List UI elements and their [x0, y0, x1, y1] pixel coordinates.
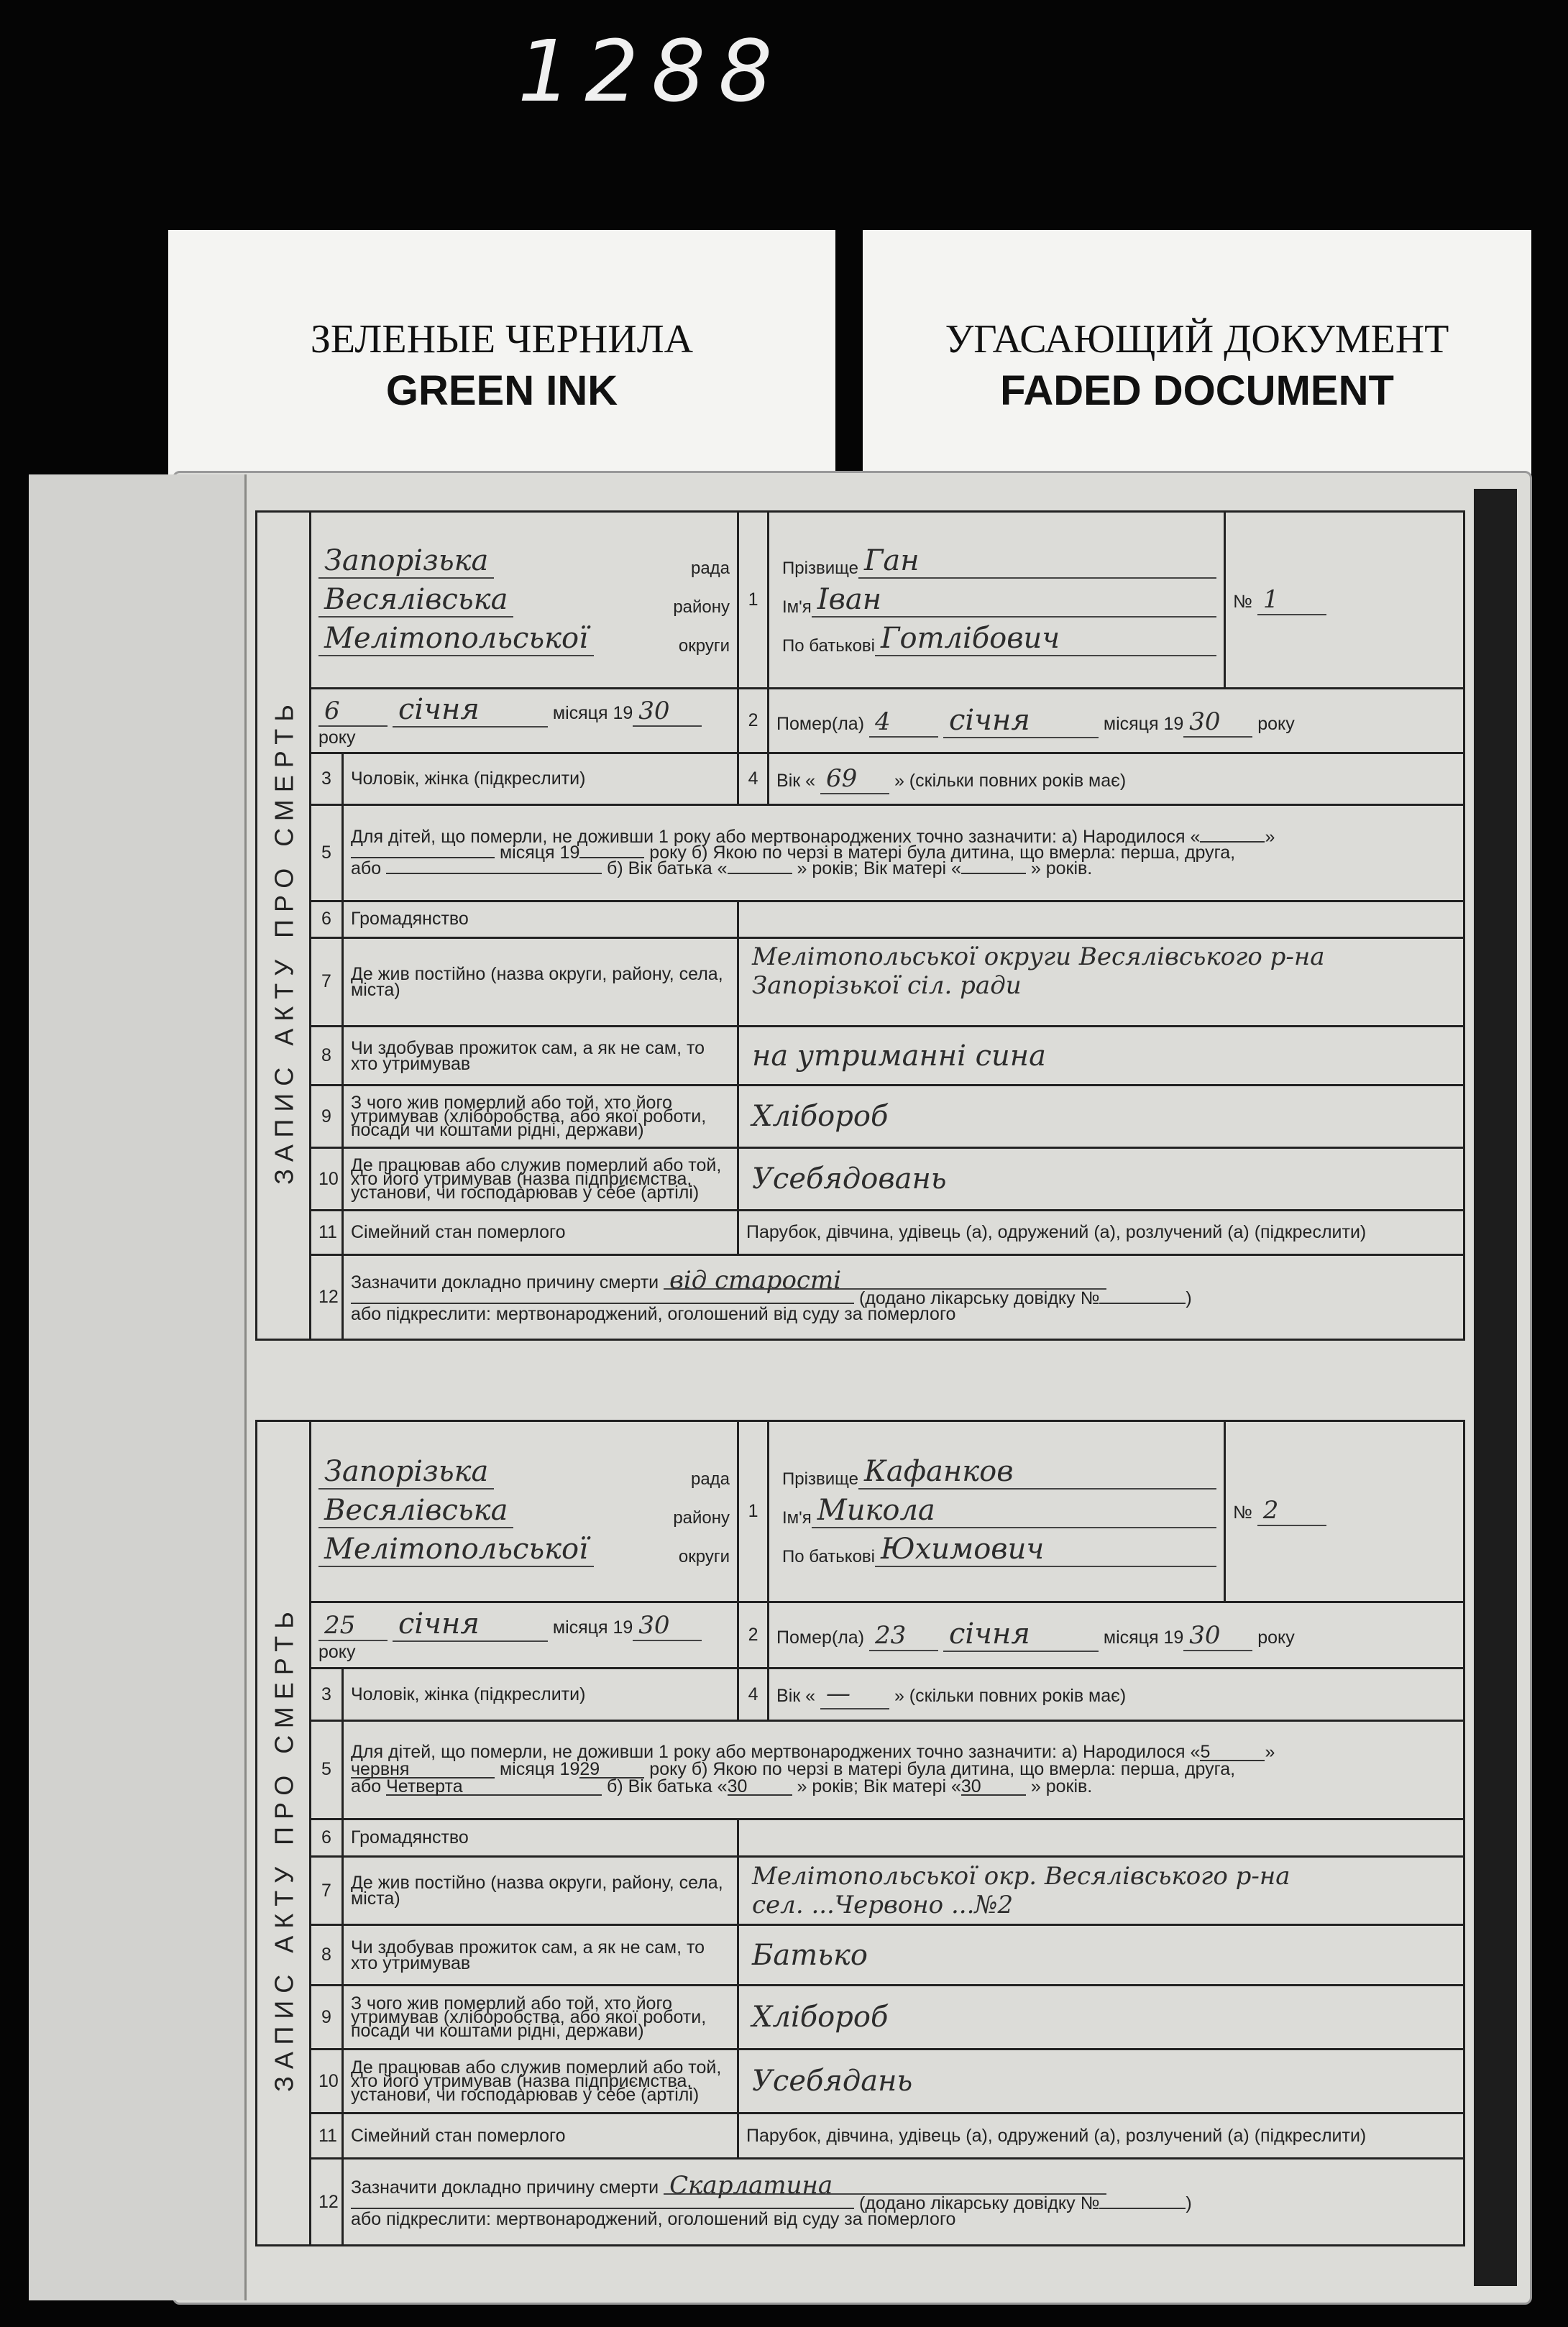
row-number: 12	[311, 1254, 343, 1339]
row-number: 7	[311, 1856, 343, 1924]
children-text: місяця 19	[499, 843, 580, 863]
first-name-label: Ім'я	[782, 1508, 812, 1528]
record-title: ЗАПИС АКТУ ПРО СМЕРТЬ	[269, 1605, 299, 2092]
workplace-value: Усебядовань	[752, 1162, 947, 1196]
mother-age: 30	[961, 1778, 1026, 1796]
rada-label: рада	[690, 1469, 730, 1490]
rayon-label: району	[673, 597, 730, 617]
record-form	[309, 1420, 1465, 2246]
record-form	[309, 510, 1465, 1341]
record-sidebar	[255, 510, 309, 1341]
children-text: або	[351, 1776, 382, 1796]
row-number: 4	[738, 753, 769, 805]
rada-value: Запорізька	[318, 1455, 494, 1490]
reg-day: 25	[318, 1611, 388, 1641]
children-text: » років.	[1030, 858, 1093, 879]
okruha-value: Мелітопольської	[318, 1533, 594, 1567]
first-name-value: Іван	[812, 583, 1216, 618]
occupation-value: Хлібороб	[752, 2001, 889, 2034]
first-name-value: Микола	[812, 1494, 1216, 1528]
citizenship-value	[738, 1819, 1464, 1856]
number-label: №	[1233, 591, 1252, 612]
certificate-label: (додано лікарську довідку №	[858, 2193, 1100, 2213]
children-text: або	[351, 858, 382, 879]
green-ink-label	[168, 230, 835, 474]
mother-age	[961, 873, 1026, 874]
cause-value: Скарлатина	[664, 2177, 1106, 2195]
death-date-cell	[769, 689, 1464, 753]
marital-options: Парубок, дівчина, удівець (а), одружений (а), розлучений (а) (підкреслити)	[738, 1211, 1464, 1255]
workplace-cell	[738, 1148, 1464, 1211]
workplace-cell	[738, 2050, 1464, 2113]
record-title: ЗАПИС АКТУ ПРО СМЕРТЬ	[269, 697, 299, 1185]
children-text: б) Вік батька «	[607, 1776, 728, 1796]
child-born: 5	[1200, 1744, 1265, 1761]
surname-value: Ган	[858, 544, 1216, 579]
record-number-cell	[1225, 512, 1464, 689]
surname-label: Прізвище	[782, 1469, 858, 1490]
okruha-value: Мелітопольської	[318, 622, 594, 656]
month-label: місяця 19	[552, 1617, 633, 1638]
father-age	[728, 873, 792, 874]
children-text: б) Вік батька «	[607, 858, 728, 879]
support-cell	[738, 1026, 1464, 1085]
child-order: Четверта	[386, 1778, 602, 1796]
row-number: 1	[738, 512, 769, 689]
death-record-1	[255, 510, 1463, 1341]
reg-day: 6	[318, 697, 388, 727]
surname-label: Прізвище	[782, 558, 858, 578]
children-cell: Для дітей, що померли, не доживши 1 року або мертвонароджених точно зазначити: а) Народилося « » місяця 19 року б) Якою по черзі в матері була дитина, що вмерла: перша, друга, або б) Вік батька « » років; Вік матері « » років.	[343, 805, 1464, 901]
faded-document-label	[863, 230, 1531, 474]
marital-label: Сімейний стан померлого	[343, 2113, 738, 2159]
row-number: 10	[311, 2050, 343, 2113]
row-number: 3	[311, 753, 343, 805]
patronymic-label: По батькові	[782, 1547, 875, 1567]
cause-label: Зазначити докладно причину смерти	[351, 2177, 659, 2198]
reg-month: січня	[393, 693, 548, 728]
okruha-label: округи	[678, 635, 730, 656]
child-year: 29	[579, 1761, 644, 1778]
children-cell: Для дітей, що померли, не доживши 1 року або мертвонароджених точно зазначити: а) Народилося «5 » червня місяця 1929 року б) Якою по черзі в матері була дитина, що вмерла: перша, друга, або Четверта б) Вік батька «30 » років; Вік матері «30 » років.	[343, 1721, 1464, 1819]
row-number: 4	[738, 1668, 769, 1720]
cause-value: від старості	[664, 1272, 1106, 1290]
children-text: » років; Вік матері «	[797, 1776, 961, 1796]
marital-label: Сімейний стан померлого	[343, 1211, 738, 1255]
row-number: 1	[738, 1421, 769, 1602]
residence-label: Де жив постійно (назва округи, району, села, міста)	[343, 1856, 738, 1924]
surname-value: Кафанков	[858, 1455, 1216, 1490]
record-number-value: 1	[1257, 585, 1326, 615]
row-number: 11	[311, 1211, 343, 1255]
support-label: Чи здобував прожиток сам, а як не сам, то хто утримував	[343, 1925, 738, 1986]
residence-value: Мелітопольської округи Весялівського р-на Запорізької сіл. ради	[752, 942, 1325, 1001]
marital-options: Парубок, дівчина, удівець (а), одружений (а), розлучений (а) (підкреслити)	[738, 2113, 1464, 2159]
age-label: Вік «	[776, 770, 816, 791]
record-number-cell	[1225, 1421, 1464, 1602]
frame-number: 1288	[518, 22, 786, 121]
age-label: Вік «	[776, 1686, 816, 1707]
father-age: 30	[728, 1778, 792, 1796]
row-number: 9	[311, 1086, 343, 1148]
record-sidebar	[255, 1420, 309, 2246]
sex-cell: Чоловік, жінка (підкреслити)	[343, 753, 738, 805]
residence-cell	[738, 1856, 1464, 1924]
sex-cell: Чоловік, жінка (підкреслити)	[343, 1668, 738, 1720]
occupation-value: Хлібороб	[752, 1100, 889, 1134]
children-text: Для дітей, що померли, не доживши 1 року або мертвонароджених точно зазначити: а) Народилося «	[351, 827, 1201, 848]
age-cell	[769, 1668, 1464, 1720]
rada-label: рада	[690, 558, 730, 578]
support-value: Батько	[752, 1938, 868, 1972]
children-text: » років; Вік матері «	[797, 858, 961, 879]
reg-year: 30	[633, 697, 702, 727]
first-name-label: Ім'я	[782, 597, 812, 617]
reg-year: 30	[633, 1611, 702, 1641]
okruha-label: округи	[678, 1547, 730, 1567]
month-label: місяця 19	[552, 703, 633, 724]
residence-label: Де жив постійно (назва округи, району, села, міста)	[343, 937, 738, 1026]
children-text: » років.	[1030, 1776, 1093, 1796]
death-label: Помер(ла)	[776, 1628, 865, 1648]
death-label: Помер(ла)	[776, 713, 865, 734]
patronymic-value: Готлібович	[875, 622, 1216, 656]
children-text: року б) Якою по черзі в матері була дитина, що вмерла: перша, друга,	[649, 843, 1236, 863]
month-label: місяця 19	[1103, 1628, 1184, 1648]
age-value: —	[820, 1679, 889, 1709]
support-label: Чи здобував прожиток сам, а як не сам, то хто утримував	[343, 1026, 738, 1085]
child-month: червня	[351, 1761, 495, 1778]
residence-value: Мелітопольської окр. Весялівського р-на	[752, 1862, 1290, 1891]
age-value: 69	[820, 764, 889, 794]
citizenship-label: Громадянство	[343, 901, 738, 937]
support-cell	[738, 1925, 1464, 1986]
label-en: GREEN INK	[385, 367, 618, 414]
citizenship-label: Громадянство	[343, 1819, 738, 1856]
death-month: січня	[943, 704, 1099, 738]
rayon-label: району	[673, 1508, 730, 1528]
age-suffix: » (скільки повних років має)	[894, 1686, 1127, 1707]
label-ru: ЗЕЛЕНЫЕ ЧЕРНИЛА	[310, 317, 694, 362]
row-number: 8	[311, 1026, 343, 1085]
residence-cell	[738, 937, 1464, 1026]
cause-label: Зазначити докладно причину смерти	[351, 1272, 659, 1293]
rayon-value: Весялівська	[318, 583, 513, 618]
rada-value: Запорізька	[318, 544, 494, 579]
patronymic-label: По батькові	[782, 635, 875, 656]
label-ru: УГАСАЮЩИЙ ДОКУМЕНТ	[945, 317, 1449, 362]
certificate-label: (додано лікарську довідку №	[858, 1288, 1100, 1308]
row-number: 5	[311, 1721, 343, 1819]
row-number: 9	[311, 1986, 343, 2050]
row-number: 3	[311, 1668, 343, 1720]
row-number: 5	[311, 805, 343, 901]
workplace-value: Усебядань	[752, 2065, 913, 2098]
registration-date-cell	[311, 1602, 738, 1668]
registration-date-cell	[311, 689, 738, 753]
rayon-value: Весялівська	[318, 1494, 513, 1528]
record-number-value: 2	[1257, 1496, 1326, 1526]
support-value: на утриманні сина	[752, 1039, 1046, 1073]
occupation-cell	[738, 1986, 1464, 2050]
row-number: 8	[311, 1925, 343, 1986]
name-cell	[769, 1421, 1225, 1602]
death-date-cell	[769, 1602, 1464, 1668]
row-number: 2	[738, 1602, 769, 1668]
age-suffix: » (скільки повних років має)	[894, 770, 1127, 791]
registration-office-cell	[311, 1421, 738, 1602]
children-text: року б) Якою по черзі в матері була дитина, що вмерла: перша, друга,	[649, 1758, 1236, 1779]
occupation-cell	[738, 1086, 1464, 1148]
page-edge	[1474, 489, 1517, 2286]
year-label: року	[1257, 1628, 1295, 1648]
row-number: 2	[738, 689, 769, 753]
workplace-label: Де працював або служив померлий або той, хто його утримував (назва підприємства, установи, чи господарював у себе (артілі)	[343, 2050, 738, 2113]
occupation-label: З чого жив померлий або той, хто його утримував (хліборобства, або якої роботи, посади чи коштами рідні, держави)	[343, 1086, 738, 1148]
row-number: 12	[311, 2159, 343, 2246]
workplace-label: Де працював або служив померлий або той, хто його утримував (назва підприємства, установи, чи господарював у себе (артілі)	[343, 1148, 738, 1211]
reg-month: січня	[393, 1607, 548, 1642]
children-text: Для дітей, що померли, не доживши 1 року або мертвонароджених точно зазначити: а) Народилося «	[351, 1741, 1201, 1762]
name-cell	[769, 512, 1225, 689]
row-number: 6	[311, 901, 343, 937]
cause-cell: Зазначити докладно причину смерти від старості (додано лікарську довідку № ) або підкреслити: мертвонароджений, оголошений від суду за померлого	[343, 1254, 1464, 1339]
residence-value-2: сел. ...Червоно ...№2	[752, 1891, 1014, 1920]
age-cell	[769, 753, 1464, 805]
death-month: січня	[943, 1617, 1099, 1652]
month-label: місяця 19	[1103, 713, 1184, 734]
stillborn-label: або підкреслити: мертвонароджений, оголошений від суду за померлого	[351, 2208, 956, 2229]
registration-office-cell	[311, 512, 738, 689]
year-label: року	[318, 728, 356, 748]
child-order	[386, 873, 602, 874]
stillborn-label: або підкреслити: мертвонароджений, оголошений від суду за померлого	[351, 1303, 956, 1324]
occupation-label: З чого жив померлий або той, хто його утримував (хліборобства, або якої роботи, посади чи коштами рідні, держави)	[343, 1986, 738, 2050]
death-day: 4	[869, 707, 938, 738]
children-text: місяця 19	[499, 1758, 580, 1779]
label-en: FADED DOCUMENT	[1000, 367, 1394, 414]
death-year: 30	[1183, 1621, 1252, 1651]
year-label: року	[318, 1641, 356, 1662]
patronymic-value: Юхимович	[875, 1533, 1216, 1567]
number-label: №	[1233, 1502, 1252, 1523]
death-record-2	[255, 1420, 1463, 2246]
death-year: 30	[1183, 707, 1252, 738]
death-day: 23	[869, 1621, 938, 1651]
binding-strip	[29, 474, 247, 2300]
year-label: року	[1257, 713, 1295, 734]
row-number: 7	[311, 937, 343, 1026]
row-number: 11	[311, 2113, 343, 2159]
citizenship-value	[738, 901, 1464, 937]
row-number: 10	[311, 1148, 343, 1211]
row-number: 6	[311, 1819, 343, 1856]
cause-cell: Зазначити докладно причину смерти Скарлатина (додано лікарську довідку № ) або підкреслити: мертвонароджений, оголошений від суду за померлого	[343, 2159, 1464, 2246]
